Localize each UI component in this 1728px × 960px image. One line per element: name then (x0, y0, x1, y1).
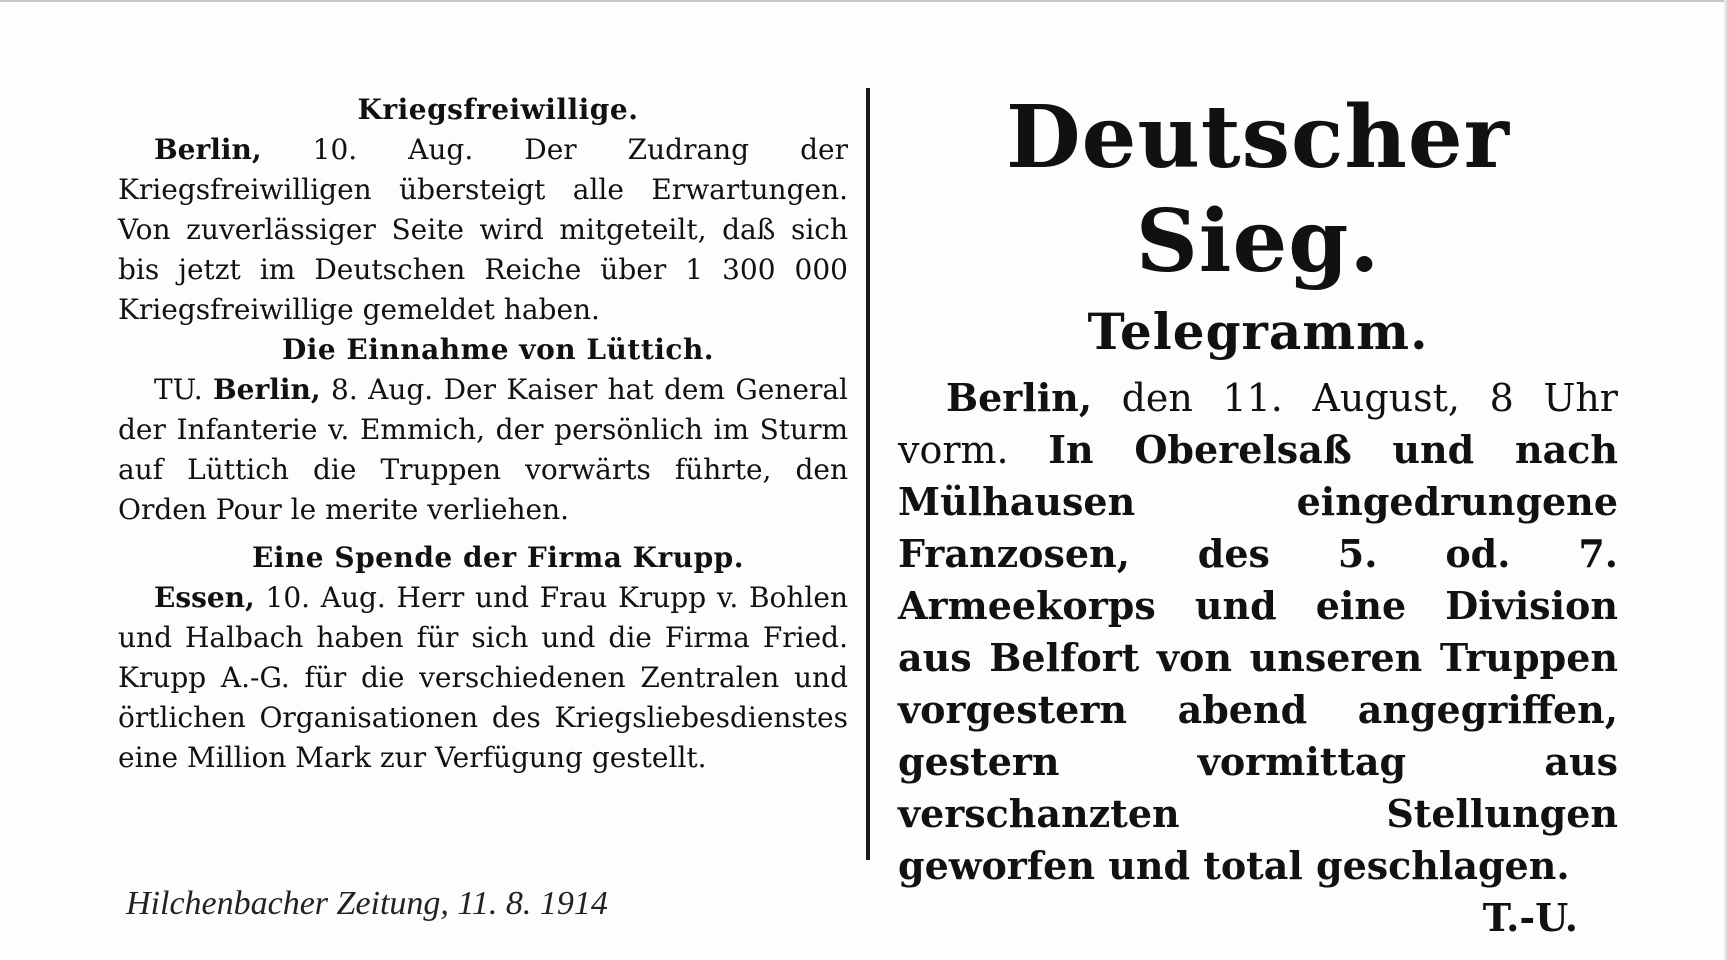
article3-headline: Eine Spende der Firma Krupp. (251, 541, 745, 574)
scan-right-edge (1724, 0, 1728, 960)
scan-top-edge (0, 0, 1728, 2)
telegram-text: In Oberelsaß und nach Mülhausen eingedrungene Franzosen, des 5. od. 7. Armeekorps und eine Division aus Belfort von unseren Truppen vorgestern abend angegriffen, gestern vormittag aus verschanzten Stellungen geworfen und total geschlagen. (898, 427, 1618, 888)
telegram-time: den 11. August, 8 Uhr vorm. (898, 376, 1618, 472)
article3-body (118, 578, 848, 778)
article2-text: 8. Aug. Der Kaiser hat dem General der Infanterie v. Emmich, der persönlich im Sturm auf Lüttich die Truppen vorwärts führte, den Orden Pour le merite verliehen. (118, 373, 848, 526)
source-caption: Hilchenbacher Zeitung, 11. 8. 1914 (126, 885, 608, 922)
article2-prefix: TU. (154, 373, 203, 406)
article2-body (118, 370, 848, 530)
telegram-subtitle: Telegramm. (1087, 302, 1429, 361)
telegram-signature: T.-U. (1482, 895, 1578, 940)
left-column (118, 90, 848, 778)
article3-dateline: Essen, (154, 581, 255, 614)
article1-text: 10. Aug. Der Zudrang der Kriegsfreiwilligen übersteigt alle Erwartungen. Von zuverlässiger Seite wird mitgeteilt, daß sich bis jetzt im Deutschen Reiche über 1 300 000 Kriegsfreiwillige gemeldet haben. (118, 133, 848, 326)
column-divider (866, 88, 870, 860)
article1-headline: Kriegsfreiwillige. (357, 93, 639, 126)
main-headline: Deutscher Sieg. (1006, 87, 1510, 292)
telegram-dateline: Berlin, (946, 375, 1093, 420)
article1-body (118, 130, 848, 330)
article2-headline: Die Einnahme von Lüttich. (281, 333, 715, 366)
article2-dateline: Berlin, (213, 373, 321, 406)
telegram-body (898, 372, 1618, 940)
article3-text: 10. Aug. Herr und Frau Krupp v. Bohlen und Halbach haben für sich und die Firma Fried. Krupp A.-G. für die verschiedenen Zentralen und örtlichen Organisationen des Kriegsliebesdienstes eine Million Mark zur Verfügung gestellt. (118, 581, 848, 774)
article1-dateline: Berlin, (154, 133, 262, 166)
right-column (898, 86, 1618, 944)
